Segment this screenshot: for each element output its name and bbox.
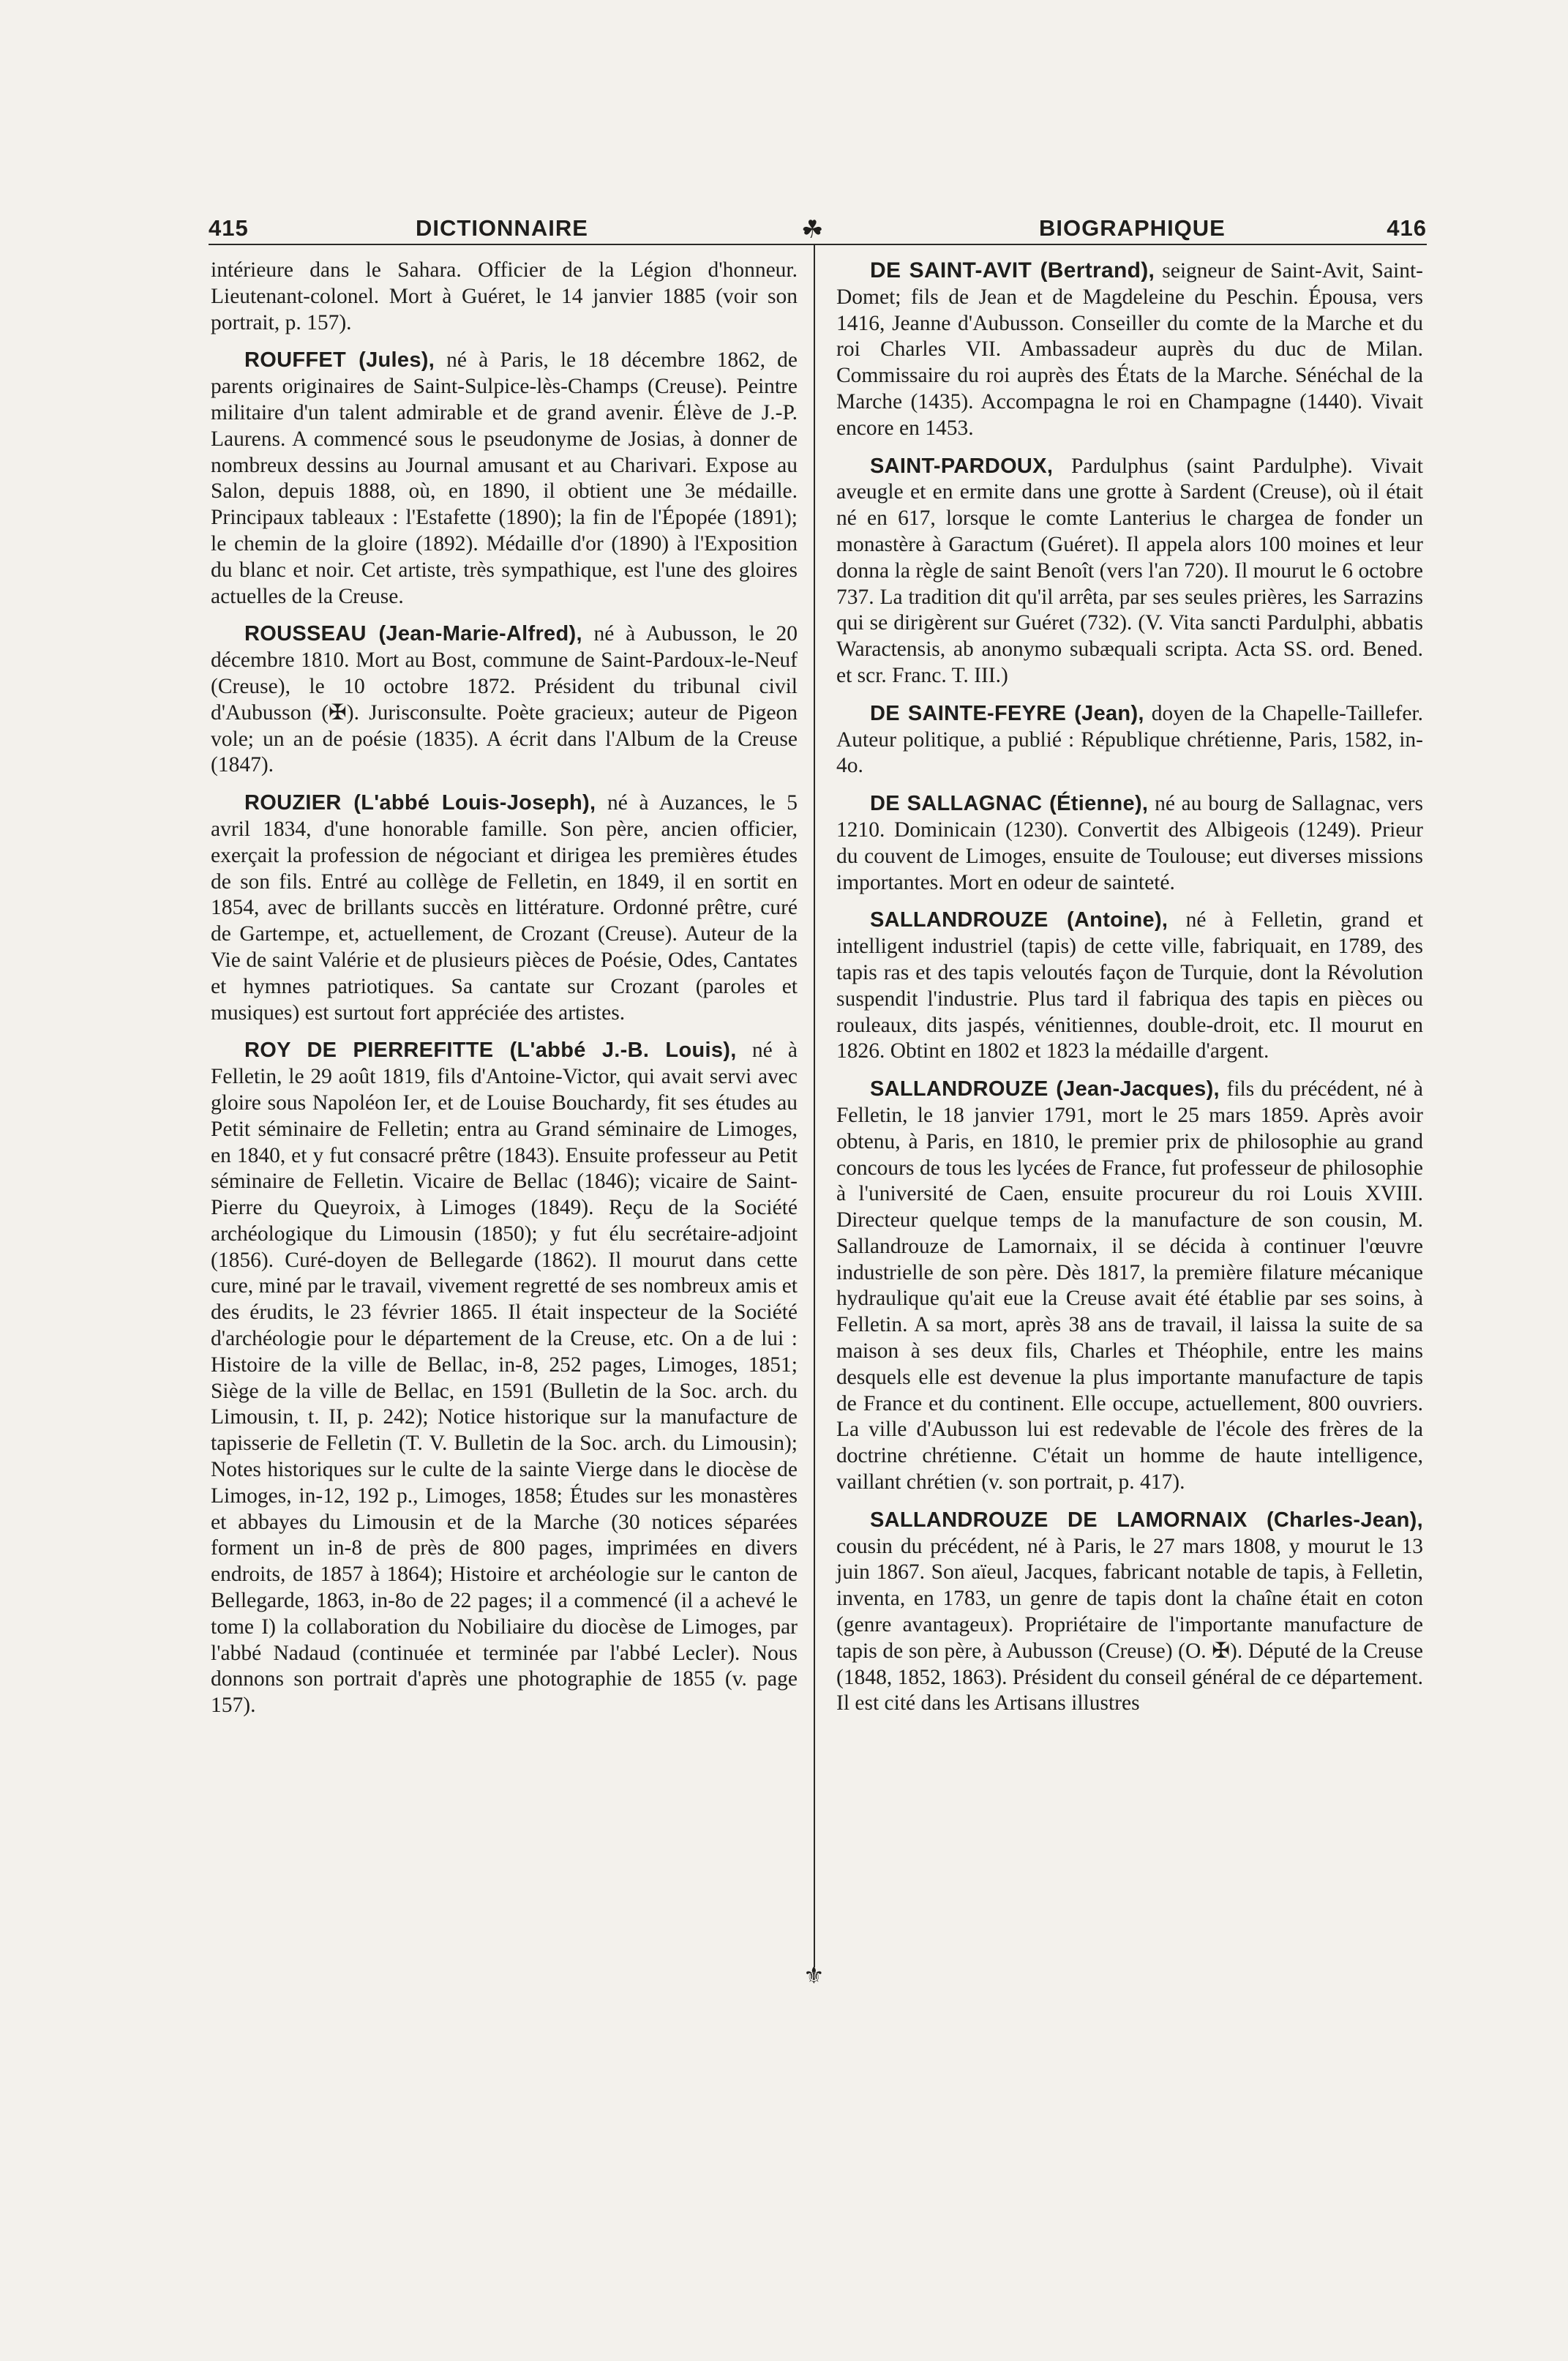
entry-headword: DE SAINT-AVIT (Bertrand),	[870, 258, 1155, 283]
entry-headword: ROUFFET (Jules),	[244, 348, 435, 373]
entry-body: doyen de la Chapelle-Taillefer. Auteur politique, a publié : République chrétienne, Paris, 1582, in-4o.	[836, 701, 1423, 778]
entry-headword: DE SALLAGNAC (Étienne),	[870, 792, 1149, 816]
running-header	[209, 209, 1427, 246]
running-title-right: BIOGRAPHIQUE	[1039, 215, 1226, 241]
entry-headword: SAINT-PARDOUX,	[870, 454, 1054, 478]
entry-saint-pardoux	[836, 454, 1423, 689]
page-number-left: 415	[209, 215, 249, 241]
entry-headword: ROUSSEAU (Jean-Marie-Alfred),	[244, 622, 582, 646]
entry-body: né à Aubusson, le 20 décembre 1810. Mort au Bost, commune de Saint-Pardoux-le-Neuf (Creuse), le 10 octobre 1872. Président du tribunal civil d'Aubusson (✠). Jurisconsulte. Poète gracieux; auteur de Pigeon vole; un an de poésie (1835). A écrit dans l'Album de la Creuse (1847).	[211, 622, 798, 777]
entry-body: fils du précédent, né à Felletin, le 18 janvier 1791, mort le 25 mars 1859. Après avoir obtenu, à Paris, en 1810, le premier prix de philosophie au grand concours de tous les lycées de France, fut professeur de philosophie à l'université de Caen, ensuite procureur du roi Louis XVIII. Directeur quelque temps de la manufacture de son cousin, M. Sallandrouze de Lamornaix, il se décida à continuer l'œuvre industrielle de son père. Dès 1817, la première filature mécanique hydraulique qu'ait eue la Creuse avait été établie par ses soins, à Felletin. A sa mort, après 38 ans de travail, il laissa la suite de sa maison à ses deux fils, Charles et Théophile, entre les mains desquels elle est devenue la plus importante manufacture de tapis de France et du continent. Elle occupe, actuellement, 800 ouvriers. La ville d'Aubusson lui est redevable de l'école des frères de la doctrine chrétienne. C'était un homme de haute intelligence, vaillant chrétien (v. son portrait, p. 417).	[836, 1077, 1424, 1494]
entry-rouffet	[211, 348, 798, 610]
entry-headword: SALLANDROUZE DE LAMORNAIX (Charles-Jean),	[870, 1508, 1423, 1532]
entry-sallandrouze-antoine	[836, 908, 1423, 1065]
running-title-left: DICTIONNAIRE	[416, 215, 588, 241]
entry-body: né à Auzances, le 5 avril 1834, d'une honorable famille. Son père, ancien officier, exerçait la profession de négociant et dirigea les premières études de son fils. Entré au collège de Felletin, en 1849, il en sortit en 1854, avec de brillants succès en littérature. Ordonné prêtre, curé de Gartempe, et, actuellement, de Crozant (Creuse). Auteur de la Vie de saint Valérie et de plusieurs pièces de Poésie, Odes, Cantates et hymnes patriotiques. Sa cantate sur Crozant (paroles et musiques) est surtout fort appréciée des artistes.	[211, 791, 798, 1025]
entry-body: né à Felletin, le 29 août 1819, fils d'Antoine-Victor, qui avait servi avec gloire sous Napoléon Ier, et de Louise Bouchardy, fit ses études au Petit séminaire de Felletin; entra au Grand séminaire de Limoges, en 1840, et y fut consacré prêtre (1843). Ensuite professeur au Petit séminaire de Felletin. Vicaire de Bellac (1846); vicaire de Saint-Pierre du Queyroix, à Limoges (1849). Reçu de la Société archéologique du Limousin (1850); y fut élu secrétaire-adjoint (1856). Curé-doyen de Bellegarde (1862). Il mourut dans cette cure, miné par le travail, vivement regretté de ses nombreux amis et des érudits, le 23 février 1865. Il était inspecteur de la Société d'archéologie pour le département de la Creuse, etc. On a de lui : Histoire de la ville de Bellac, in-8, 252 pages, Limoges, 1851; Siège de la ville de Bellac, en 1591 (Bulletin de la Soc. arch. du Limousin, t. II, p. 242); Notice historique sur la manufacture de tapisserie de Felletin (T. V. Bulletin de la Soc. arch. du Limousin); Notes historiques sur le culte de la sainte Vierge dans le diocèse de Limoges, in-12, 192 p., Limoges, 1858; Études sur les monastères et abbayes du Limousin et de la Marche (30 notices séparées forment un in-8 de près de 800 pages, imprimées en divers endroits, de 1857 à 1864); Histoire et archéologie sur le canton de Bellegarde, 1863, in-8o de 22 pages; il a commencé (il a achevé le tome I) la collaboration du Nobiliaire du diocèse de Limoges, par l'abbé Nadaud (continuée et terminée par l'abbé Lecler). Nous donnons son portrait d'après une photographie de 1855 (v. page 157).	[211, 1039, 798, 1718]
page-number-right: 416	[1387, 215, 1427, 241]
column-divider	[814, 244, 815, 1967]
entry-headword: ROUZIER (L'abbé Louis-Joseph),	[244, 791, 596, 815]
entry-headword: SALLANDROUZE (Jean-Jacques),	[870, 1077, 1220, 1101]
entry-roy-de-pierrefitte	[211, 1038, 798, 1719]
right-column	[836, 258, 1423, 1729]
entry-rouzier	[211, 790, 798, 1026]
entry-headword: ROY DE PIERREFITTE (L'abbé J.-B. Louis),	[244, 1039, 737, 1063]
left-column	[211, 258, 798, 1731]
entry-headword: DE SAINTE-FEYRE (Jean),	[870, 701, 1144, 725]
entry-body: né à Felletin, grand et intelligent industriel (tapis) de cette ville, fabriquait, en 1789, des tapis ras et des tapis veloutés façon de Turquie, dont la Révolution suspendit l'industrie. Plus tard il fabriqua des tapis en pièces ou rouleaux, dits jaspés, vénitiennes, double-droit, etc. Il mourut en 1826. Obtint en 1802 et 1823 la médaille d'argent.	[836, 908, 1423, 1063]
header-rule	[209, 244, 1427, 245]
entry-body: né au bourg de Sallagnac, vers 1210. Dominicain (1230). Convertit des Albigeois (1249). Prieur du couvent de Limoges, ensuite de Toulouse; eut diverses missions importantes. Mort en odeur de sainteté.	[836, 792, 1423, 894]
entry-body: Pardulphus (saint Pardulphe). Vivait aveugle et en ermite dans une grotte à Sardent (Creuse), où il était né en 617, lorsque le comte Lanterius le chargea de fonder un monastère à Garactum (Guéret). Il appela alors 100 moines et leur donna la règle de saint Benoît (vers l'an 720). Il mourut le 6 octobre 737. La tradition dit qu'il arrêta, par ses seules prières, les Sarrazins qui se dirigèrent sur Guéret (732). (V. Vita sancti Pardulphi, abbatis Waractensis, ab anonymo subæquali scripta. Acta SS. ord. Bened. et scr. Franc. T. III.)	[836, 454, 1423, 687]
entry-rousseau	[211, 621, 798, 779]
bottom-ornament-icon: ⚜	[803, 1962, 825, 1988]
entry-body: né à Paris, le 18 décembre 1862, de parents originaires de Saint-Sulpice-lès-Champs (Creuse). Peintre militaire d'un talent admirable et de grand avenir. Élève de J.-P. Laurens. A commencé sous le pseudonyme de Josias, à donner de nombreux dessins au Journal amusant et au Charivari. Expose au Salon, depuis 1888, où, en 1890, il obtient une 3e médaille. Principaux tableaux : l'Estafette (1890); la fin de l'Épopée (1891); le chemin de la gloire (1892). Médaille d'or (1890) à l'Exposition du blanc et noir. Cet artiste, très sympathique, est l'une des gloires actuelles de la Creuse.	[211, 348, 798, 608]
entry-sallandrouze-de-lamornaix	[836, 1508, 1423, 1717]
entry-sallandrouze-jean-jacques	[836, 1077, 1423, 1496]
entry-de-sainte-feyre	[836, 701, 1423, 779]
entry-body: seigneur de Saint-Avit, Saint-Domet; fils de Jean et de Magdeleine du Peschin. Épousa, vers 1416, Jeanne d'Aubusson. Conseiller du comte de la Marche et du roi Charles VII. Ambassadeur auprès du duc de Milan. Commissaire du roi auprès des États de la Marche. Sénéchal de la Marche (1435). Accompagna le roi en Champagne (1440). Vivait encore en 1453.	[836, 259, 1423, 440]
continued-entry-text: intérieure dans le Sahara. Officier de la Légion d'honneur. Lieutenant-colonel. Mort à Guéret, le 14 janvier 1885 (voir son portrait, p. 157).	[211, 258, 798, 334]
entry-body: cousin du précédent, né à Paris, le 27 mars 1808, y mourut le 13 juin 1867. Son aïeul, Jacques, fabricant notable de tapis, à Felletin, inventa, en 1783, un genre de tapis dont la chaîne était en coton (genre avantageux). Propriétaire de l'importante manufacture de tapis de son père, à Aubusson (Creuse) (O. ✠). Député de la Creuse (1848, 1852, 1863). Président du conseil général de ce département. Il est cité dans les Artisans illustres	[836, 1534, 1423, 1715]
entry-headword: SALLANDROUZE (Antoine),	[870, 908, 1169, 932]
entry-de-saint-avit	[836, 258, 1423, 442]
fleuron-ornament-icon: ☘	[801, 216, 825, 244]
entry-de-sallagnac	[836, 791, 1423, 896]
